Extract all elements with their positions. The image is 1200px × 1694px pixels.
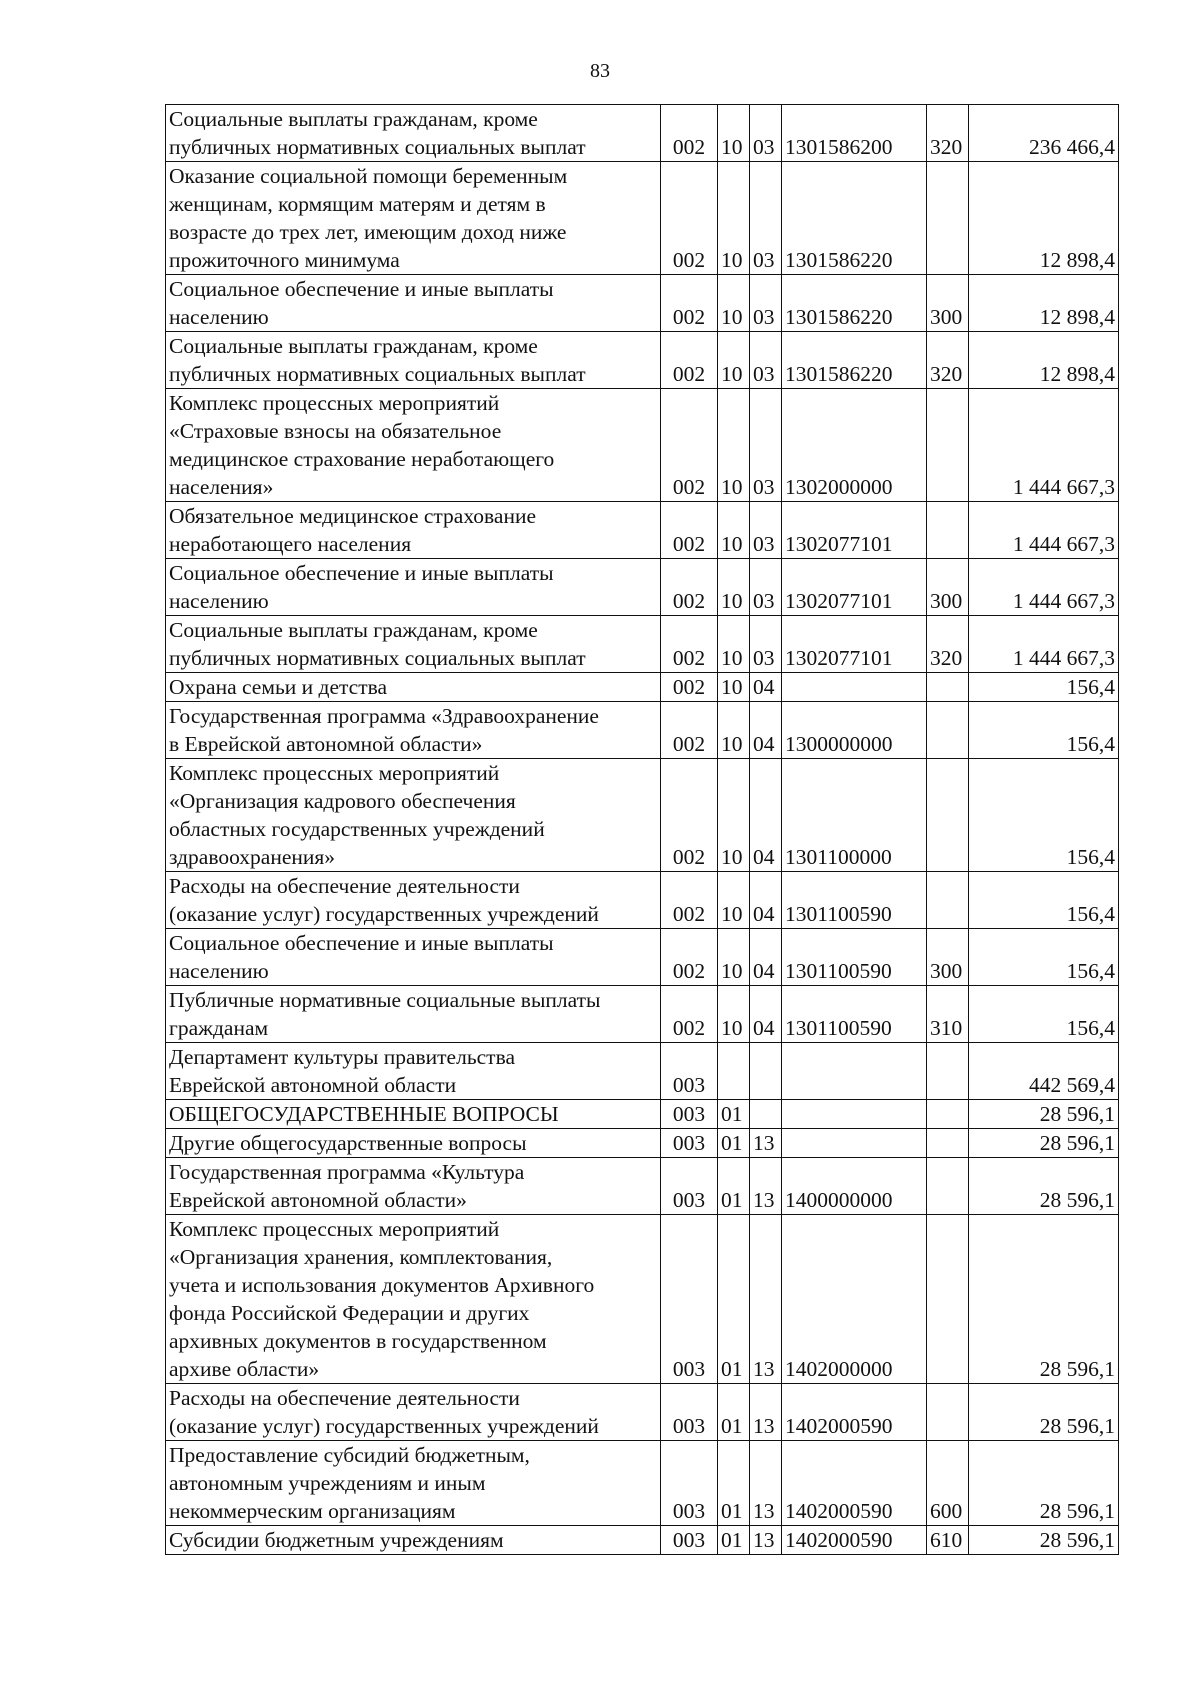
- amount-cell: 28 596,1: [969, 1215, 1119, 1384]
- ved-code-cell: 002: [661, 275, 718, 332]
- subsection-code-cell: 03: [750, 105, 782, 162]
- subsection-code-cell: 03: [750, 559, 782, 616]
- ved-code-cell: 002: [661, 502, 718, 559]
- item-name-line: Оказание социальной помощи беременным: [169, 164, 568, 188]
- subsection-code-cell: 13: [750, 1441, 782, 1526]
- item-name-line: гражданам: [169, 1016, 269, 1040]
- item-name-line: архиве области»: [169, 1357, 320, 1381]
- expense-type-cell: [927, 1043, 969, 1100]
- expense-type-cell: 320: [927, 105, 969, 162]
- ved-code-cell: 003: [661, 1526, 718, 1555]
- table-row: [166, 1129, 1119, 1158]
- subsection-code-cell: 03: [750, 389, 782, 502]
- subsection-code-cell: [750, 1100, 782, 1129]
- ved-code-cell: 002: [661, 389, 718, 502]
- ved-code-cell: 003: [661, 1043, 718, 1100]
- item-name-line: Государственная программа «Культура: [169, 1160, 525, 1184]
- ved-code-cell: 002: [661, 929, 718, 986]
- expense-type-cell: [927, 389, 969, 502]
- target-article-cell: 1402000590: [782, 1526, 927, 1555]
- expense-type-cell: 310: [927, 986, 969, 1043]
- target-article-cell: 1301100590: [782, 929, 927, 986]
- item-name-line: учета и использования документов Архивного: [169, 1273, 595, 1297]
- ved-code-cell: 002: [661, 702, 718, 759]
- target-article-cell: 1301586220: [782, 275, 927, 332]
- target-article-cell: 1301586220: [782, 162, 927, 275]
- expense-type-cell: [927, 162, 969, 275]
- table-row: [166, 986, 1119, 1043]
- item-name-cell: [166, 275, 661, 332]
- section-code-cell: 10: [718, 986, 750, 1043]
- subsection-code-cell: 03: [750, 502, 782, 559]
- item-name-cell: [166, 1158, 661, 1215]
- item-name-line: здравоохранения»: [169, 845, 336, 869]
- item-name-line: Социальные выплаты гражданам, кроме: [169, 107, 538, 131]
- item-name-line: Расходы на обеспечение деятельности: [169, 874, 520, 898]
- table-row: [166, 1215, 1119, 1384]
- expense-type-cell: [927, 702, 969, 759]
- target-article-cell: 1400000000: [782, 1158, 927, 1215]
- target-article-cell: 1402000590: [782, 1441, 927, 1526]
- ved-code-cell: 003: [661, 1215, 718, 1384]
- table-row: [166, 389, 1119, 502]
- expense-type-cell: 300: [927, 559, 969, 616]
- amount-cell: 442 569,4: [969, 1043, 1119, 1100]
- item-name-cell: [166, 1215, 661, 1384]
- subsection-code-cell: 03: [750, 332, 782, 389]
- item-name-line: Социальные выплаты гражданам, кроме: [169, 618, 538, 642]
- budget-table: [165, 104, 1119, 1555]
- expense-type-cell: 300: [927, 275, 969, 332]
- subsection-code-cell: 03: [750, 162, 782, 275]
- item-name-line: некоммерческим организациям: [169, 1499, 456, 1523]
- section-code-cell: 01: [718, 1129, 750, 1158]
- item-name-cell: [166, 502, 661, 559]
- section-code-cell: 01: [718, 1384, 750, 1441]
- item-name-line: Предоставление субсидий бюджетным,: [169, 1443, 530, 1467]
- item-name-line: населению: [169, 589, 269, 613]
- item-name-cell: [166, 389, 661, 502]
- section-code-cell: 10: [718, 872, 750, 929]
- expense-type-cell: 300: [927, 929, 969, 986]
- target-article-cell: 1301100000: [782, 759, 927, 872]
- subsection-code-cell: 13: [750, 1384, 782, 1441]
- item-name-cell: [166, 702, 661, 759]
- target-article-cell: 1301586220: [782, 332, 927, 389]
- item-name-line: населению: [169, 305, 269, 329]
- amount-cell: 28 596,1: [969, 1384, 1119, 1441]
- item-name-line: женщинам, кормящим матерям и детям в: [169, 192, 546, 216]
- section-code-cell: 10: [718, 759, 750, 872]
- ved-code-cell: 002: [661, 759, 718, 872]
- target-article-cell: [782, 1043, 927, 1100]
- item-name-cell: [166, 1129, 661, 1158]
- subsection-code-cell: 04: [750, 702, 782, 759]
- expense-type-cell: [927, 673, 969, 702]
- section-code-cell: 01: [718, 1100, 750, 1129]
- ved-code-cell: 002: [661, 559, 718, 616]
- amount-cell: 1 444 667,3: [969, 559, 1119, 616]
- table-row: [166, 702, 1119, 759]
- item-name-line: Субсидии бюджетным учреждениям: [169, 1528, 504, 1552]
- item-name-line: Государственная программа «Здравоохранение: [169, 704, 599, 728]
- target-article-cell: 1302000000: [782, 389, 927, 502]
- table-row: [166, 616, 1119, 673]
- item-name-line: Департамент культуры правительства: [169, 1045, 515, 1069]
- item-name-line: областных государственных учреждений: [169, 817, 545, 841]
- target-article-cell: 1301586200: [782, 105, 927, 162]
- section-code-cell: 01: [718, 1215, 750, 1384]
- ved-code-cell: 003: [661, 1129, 718, 1158]
- subsection-code-cell: 04: [750, 929, 782, 986]
- expense-type-cell: [927, 1215, 969, 1384]
- section-code-cell: 10: [718, 332, 750, 389]
- expense-type-cell: 600: [927, 1441, 969, 1526]
- table-row: [166, 1043, 1119, 1100]
- table-row: [166, 559, 1119, 616]
- table-row: [166, 332, 1119, 389]
- section-code-cell: 10: [718, 673, 750, 702]
- section-code-cell: 10: [718, 616, 750, 673]
- item-name-line: фонда Российской Федерации и других: [169, 1301, 530, 1325]
- amount-cell: 156,4: [969, 872, 1119, 929]
- target-article-cell: 1302077101: [782, 616, 927, 673]
- item-name-cell: [166, 986, 661, 1043]
- amount-cell: 28 596,1: [969, 1100, 1119, 1129]
- ved-code-cell: 002: [661, 616, 718, 673]
- amount-cell: 12 898,4: [969, 332, 1119, 389]
- amount-cell: 236 466,4: [969, 105, 1119, 162]
- item-name-line: (оказание услуг) государственных учреждений: [169, 1414, 599, 1438]
- amount-cell: 156,4: [969, 986, 1119, 1043]
- table-row: [166, 872, 1119, 929]
- table-row: [166, 929, 1119, 986]
- target-article-cell: 1302077101: [782, 502, 927, 559]
- item-name-cell: [166, 872, 661, 929]
- table-row: [166, 1384, 1119, 1441]
- amount-cell: 28 596,1: [969, 1526, 1119, 1555]
- item-name-line: населению: [169, 959, 269, 983]
- table-row: [166, 673, 1119, 702]
- amount-cell: 1 444 667,3: [969, 502, 1119, 559]
- item-name-line: Социальное обеспечение и иные выплаты: [169, 931, 554, 955]
- subsection-code-cell: 04: [750, 986, 782, 1043]
- section-code-cell: 10: [718, 275, 750, 332]
- item-name-line: Обязательное медицинское страхование: [169, 504, 537, 528]
- section-code-cell: 10: [718, 162, 750, 275]
- item-name-line: возрасте до трех лет, имеющим доход ниже: [169, 220, 567, 244]
- item-name-line: в Еврейской автономной области»: [169, 732, 483, 756]
- target-article-cell: [782, 1129, 927, 1158]
- table-row: [166, 105, 1119, 162]
- amount-cell: 12 898,4: [969, 162, 1119, 275]
- ved-code-cell: 003: [661, 1100, 718, 1129]
- amount-cell: 156,4: [969, 673, 1119, 702]
- target-article-cell: 1301100590: [782, 872, 927, 929]
- item-name-cell: [166, 616, 661, 673]
- amount-cell: 156,4: [969, 759, 1119, 872]
- target-article-cell: 1402000590: [782, 1384, 927, 1441]
- item-name-line: Еврейской автономной области»: [169, 1188, 467, 1212]
- ved-code-cell: 002: [661, 673, 718, 702]
- expense-type-cell: [927, 872, 969, 929]
- expense-type-cell: [927, 1384, 969, 1441]
- table-row: [166, 1100, 1119, 1129]
- section-code-cell: 10: [718, 702, 750, 759]
- item-name-line: Социальные выплаты гражданам, кроме: [169, 334, 538, 358]
- item-name-line: Охрана семьи и детства: [169, 675, 388, 699]
- item-name-line: публичных нормативных социальных выплат: [169, 646, 586, 670]
- item-name-line: Социальное обеспечение и иные выплаты: [169, 561, 554, 585]
- expense-type-cell: 320: [927, 616, 969, 673]
- subsection-code-cell: 04: [750, 872, 782, 929]
- item-name-cell: [166, 559, 661, 616]
- target-article-cell: 1300000000: [782, 702, 927, 759]
- item-name-line: Еврейской автономной области: [169, 1073, 457, 1097]
- section-code-cell: 10: [718, 105, 750, 162]
- subsection-code-cell: 03: [750, 616, 782, 673]
- target-article-cell: 1301100590: [782, 986, 927, 1043]
- ved-code-cell: 002: [661, 872, 718, 929]
- item-name-line: Социальное обеспечение и иные выплаты: [169, 277, 554, 301]
- section-code-cell: 01: [718, 1158, 750, 1215]
- target-article-cell: [782, 673, 927, 702]
- section-code-cell: 10: [718, 389, 750, 502]
- item-name-line: медицинское страхование неработающего: [169, 447, 555, 471]
- item-name-line: Публичные нормативные социальные выплаты: [169, 988, 601, 1012]
- item-name-cell: [166, 1384, 661, 1441]
- expense-type-cell: 610: [927, 1526, 969, 1555]
- subsection-code-cell: 13: [750, 1215, 782, 1384]
- table-row: [166, 759, 1119, 872]
- page-number: 83: [590, 60, 610, 82]
- subsection-code-cell: 04: [750, 673, 782, 702]
- expense-type-cell: [927, 1158, 969, 1215]
- ved-code-cell: 002: [661, 105, 718, 162]
- ved-code-cell: 002: [661, 986, 718, 1043]
- subsection-code-cell: [750, 1043, 782, 1100]
- item-name-cell: [166, 673, 661, 702]
- table-row: [166, 162, 1119, 275]
- section-code-cell: 01: [718, 1526, 750, 1555]
- target-article-cell: 1402000000: [782, 1215, 927, 1384]
- section-code-cell: 10: [718, 502, 750, 559]
- expense-type-cell: [927, 502, 969, 559]
- expense-type-cell: 320: [927, 332, 969, 389]
- table-row: [166, 1441, 1119, 1526]
- item-name-line: (оказание услуг) государственных учреждений: [169, 902, 599, 926]
- amount-cell: 156,4: [969, 929, 1119, 986]
- item-name-line: Расходы на обеспечение деятельности: [169, 1386, 520, 1410]
- item-name-line: неработающего населения: [169, 532, 412, 556]
- amount-cell: 28 596,1: [969, 1129, 1119, 1158]
- subsection-code-cell: 13: [750, 1526, 782, 1555]
- item-name-line: Комплекс процессных мероприятий: [169, 1217, 500, 1241]
- subsection-code-cell: 13: [750, 1129, 782, 1158]
- table-row: [166, 275, 1119, 332]
- expense-type-cell: [927, 1129, 969, 1158]
- section-code-cell: 10: [718, 929, 750, 986]
- item-name-line: «Организация хранения, комплектования,: [169, 1245, 553, 1269]
- item-name-line: публичных нормативных социальных выплат: [169, 135, 586, 159]
- item-name-line: архивных документов в государственном: [169, 1329, 547, 1353]
- item-name-line: Другие общегосударственные вопросы: [169, 1131, 527, 1155]
- amount-cell: 156,4: [969, 702, 1119, 759]
- ved-code-cell: 003: [661, 1384, 718, 1441]
- amount-cell: 1 444 667,3: [969, 616, 1119, 673]
- expense-type-cell: [927, 759, 969, 872]
- item-name-line: Комплекс процессных мероприятий: [169, 761, 500, 785]
- item-name-cell: [166, 1441, 661, 1526]
- target-article-cell: 1302077101: [782, 559, 927, 616]
- ved-code-cell: 003: [661, 1158, 718, 1215]
- subsection-code-cell: 03: [750, 275, 782, 332]
- expense-type-cell: [927, 1100, 969, 1129]
- item-name-cell: [166, 105, 661, 162]
- amount-cell: 12 898,4: [969, 275, 1119, 332]
- table-row: [166, 502, 1119, 559]
- item-name-cell: [166, 162, 661, 275]
- item-name-line: прожиточного минимума: [169, 248, 400, 272]
- amount-cell: 1 444 667,3: [969, 389, 1119, 502]
- item-name-cell: [166, 1043, 661, 1100]
- item-name-line: публичных нормативных социальных выплат: [169, 362, 586, 386]
- item-name-cell: [166, 759, 661, 872]
- ved-code-cell: 003: [661, 1441, 718, 1526]
- table-row: [166, 1158, 1119, 1215]
- table-row: [166, 1526, 1119, 1555]
- ved-code-cell: 002: [661, 162, 718, 275]
- amount-cell: 28 596,1: [969, 1158, 1119, 1215]
- item-name-cell: [166, 1526, 661, 1555]
- item-name-cell: [166, 332, 661, 389]
- subsection-code-cell: 13: [750, 1158, 782, 1215]
- item-name-cell: [166, 929, 661, 986]
- item-name-line: «Страховые взносы на обязательное: [169, 419, 502, 443]
- table-body: [166, 105, 1119, 1555]
- item-name-line: Комплекс процессных мероприятий: [169, 391, 500, 415]
- section-code-cell: [718, 1043, 750, 1100]
- subsection-code-cell: 04: [750, 759, 782, 872]
- section-code-cell: 01: [718, 1441, 750, 1526]
- ved-code-cell: 002: [661, 332, 718, 389]
- amount-cell: 28 596,1: [969, 1441, 1119, 1526]
- section-code-cell: 10: [718, 559, 750, 616]
- item-name-cell: [166, 1100, 661, 1129]
- item-name-line: автономным учреждениям и иным: [169, 1471, 486, 1495]
- item-name-line: «Организация кадрового обеспечения: [169, 789, 516, 813]
- item-name-line: ОБЩЕГОСУДАРСТВЕННЫЕ ВОПРОСЫ: [169, 1102, 559, 1126]
- target-article-cell: [782, 1100, 927, 1129]
- item-name-line: населения»: [169, 475, 274, 499]
